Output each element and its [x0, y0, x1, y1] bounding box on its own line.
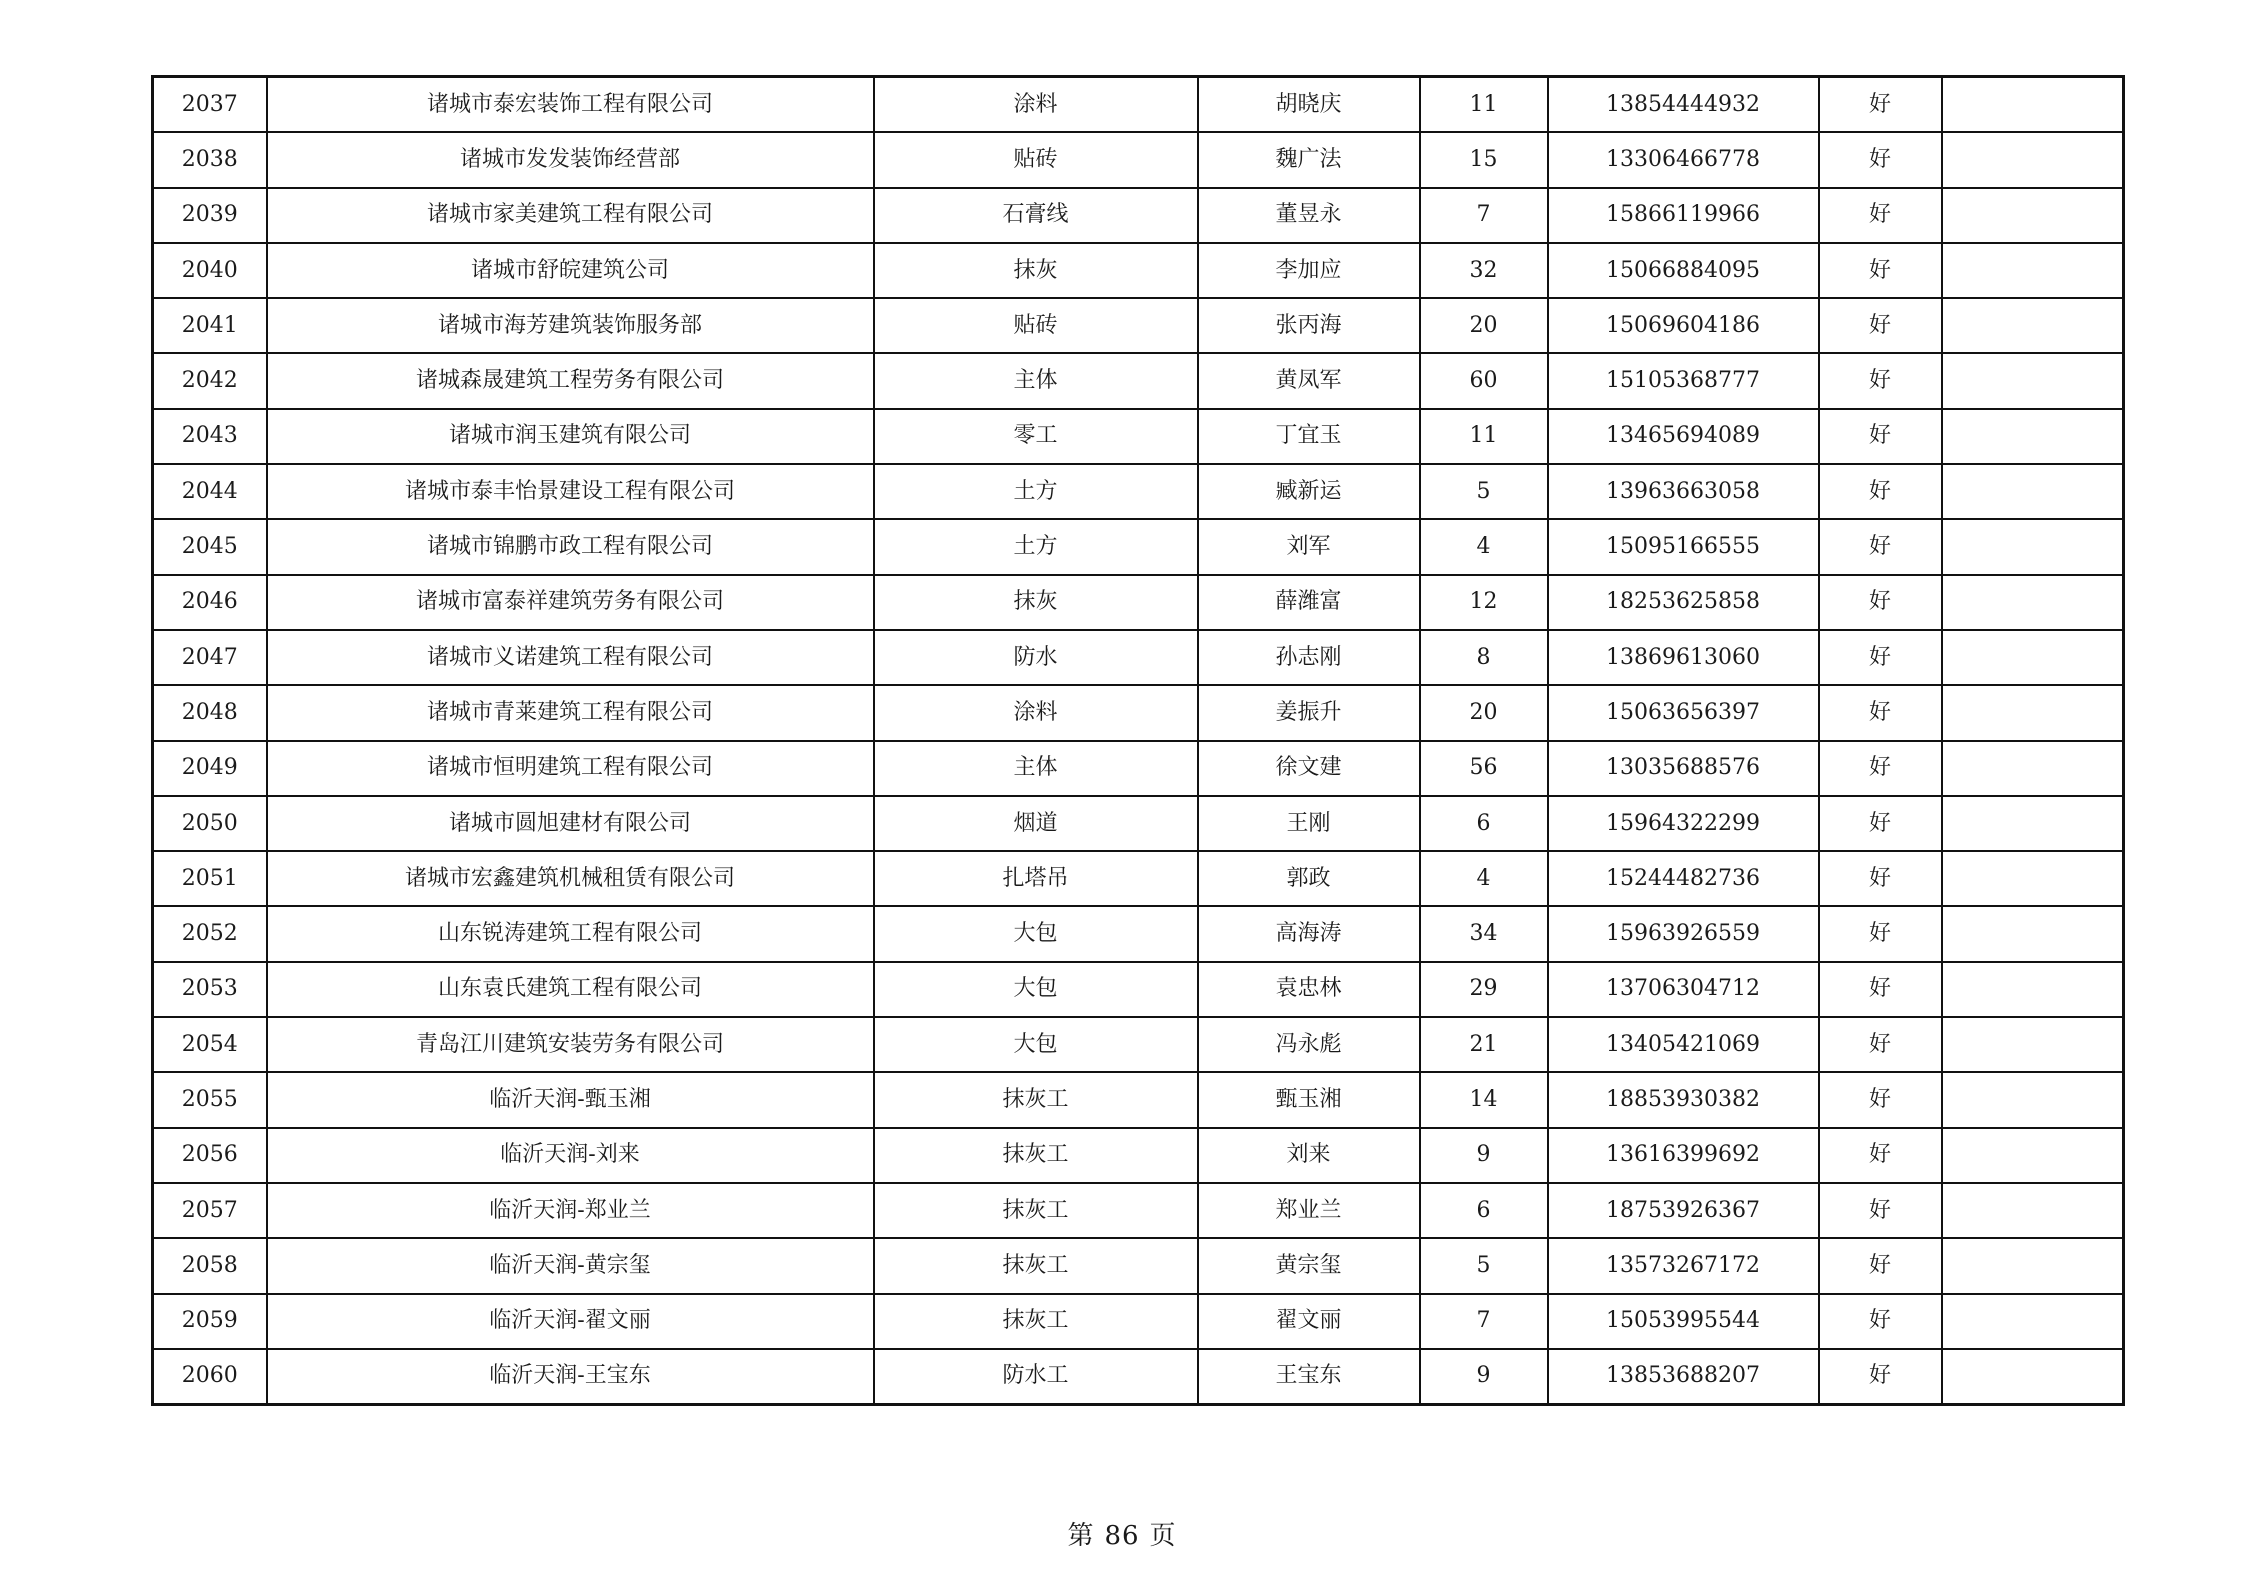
count-cell: 21	[1420, 1017, 1548, 1072]
table-row	[153, 1349, 2124, 1405]
rating-cell: 好	[1819, 243, 1942, 298]
row-number-cell: 2053	[153, 962, 267, 1017]
trade-cell: 抹灰工	[874, 1238, 1198, 1293]
count-cell: 6	[1420, 796, 1548, 851]
contact-cell: 王刚	[1198, 796, 1420, 851]
company-cell: 山东锐涛建筑工程有限公司	[267, 906, 874, 961]
company-cell: 诸城市润玉建筑有限公司	[267, 409, 874, 464]
rating-cell: 好	[1819, 741, 1942, 796]
rating-cell: 好	[1819, 519, 1942, 574]
phone-cell: 13963663058	[1548, 464, 1819, 519]
trade-cell: 扎塔吊	[874, 851, 1198, 906]
trade-cell: 主体	[874, 741, 1198, 796]
rating-cell: 好	[1819, 409, 1942, 464]
table-row	[153, 77, 2124, 133]
trade-cell: 抹灰工	[874, 1294, 1198, 1349]
remark-cell	[1942, 77, 2124, 133]
company-cell: 诸城市舒皖建筑公司	[267, 243, 874, 298]
table-row	[153, 796, 2124, 851]
row-number-cell: 2056	[153, 1128, 267, 1183]
row-number-cell: 2044	[153, 464, 267, 519]
table-body	[153, 77, 2124, 1405]
company-cell: 临沂天润-王宝东	[267, 1349, 874, 1405]
phone-cell: 15053995544	[1548, 1294, 1819, 1349]
remark-cell	[1942, 409, 2124, 464]
trade-cell: 大包	[874, 1017, 1198, 1072]
company-cell: 临沂天润-刘来	[267, 1128, 874, 1183]
count-cell: 32	[1420, 243, 1548, 298]
trade-cell: 抹灰工	[874, 1183, 1198, 1238]
rating-cell: 好	[1819, 464, 1942, 519]
count-cell: 56	[1420, 741, 1548, 796]
count-cell: 7	[1420, 188, 1548, 243]
row-number-cell: 2054	[153, 1017, 267, 1072]
company-cell: 诸城市青莱建筑工程有限公司	[267, 685, 874, 740]
phone-cell: 18753926367	[1548, 1183, 1819, 1238]
phone-cell: 15069604186	[1548, 298, 1819, 353]
page-suffix: 页	[1149, 1521, 1177, 1551]
contact-cell: 姜振升	[1198, 685, 1420, 740]
trade-cell: 贴砖	[874, 298, 1198, 353]
remark-cell	[1942, 298, 2124, 353]
trade-cell: 大包	[874, 906, 1198, 961]
row-number-cell: 2043	[153, 409, 267, 464]
trade-cell: 烟道	[874, 796, 1198, 851]
company-cell: 山东袁氏建筑工程有限公司	[267, 962, 874, 1017]
rating-cell: 好	[1819, 796, 1942, 851]
remark-cell	[1942, 1238, 2124, 1293]
phone-cell: 13465694089	[1548, 409, 1819, 464]
trade-cell: 防水工	[874, 1349, 1198, 1405]
remark-cell	[1942, 962, 2124, 1017]
count-cell: 4	[1420, 851, 1548, 906]
phone-cell: 13306466778	[1548, 132, 1819, 187]
phone-cell: 18253625858	[1548, 575, 1819, 630]
contact-cell: 魏广法	[1198, 132, 1420, 187]
phone-cell: 15066884095	[1548, 243, 1819, 298]
row-number-cell: 2045	[153, 519, 267, 574]
table-row	[153, 851, 2124, 906]
count-cell: 29	[1420, 962, 1548, 1017]
contact-cell: 臧新运	[1198, 464, 1420, 519]
remark-cell	[1942, 353, 2124, 408]
rating-cell: 好	[1819, 851, 1942, 906]
rating-cell: 好	[1819, 77, 1942, 133]
table-row	[153, 1183, 2124, 1238]
contact-cell: 郭政	[1198, 851, 1420, 906]
remark-cell	[1942, 1294, 2124, 1349]
remark-cell	[1942, 519, 2124, 574]
remark-cell	[1942, 575, 2124, 630]
company-cell: 诸城市泰丰怡景建设工程有限公司	[267, 464, 874, 519]
contact-cell: 张丙海	[1198, 298, 1420, 353]
phone-cell: 13405421069	[1548, 1017, 1819, 1072]
trade-cell: 抹灰	[874, 575, 1198, 630]
remark-cell	[1942, 243, 2124, 298]
row-number-cell: 2057	[153, 1183, 267, 1238]
rating-cell: 好	[1819, 962, 1942, 1017]
rating-cell: 好	[1819, 1238, 1942, 1293]
trade-cell: 涂料	[874, 77, 1198, 133]
row-number-cell: 2060	[153, 1349, 267, 1405]
company-cell: 诸城市圆旭建材有限公司	[267, 796, 874, 851]
table-row	[153, 132, 2124, 187]
table-row	[153, 575, 2124, 630]
row-number-cell: 2047	[153, 630, 267, 685]
contact-cell: 薛潍富	[1198, 575, 1420, 630]
rating-cell: 好	[1819, 685, 1942, 740]
count-cell: 5	[1420, 1238, 1548, 1293]
table-row	[153, 1072, 2124, 1127]
phone-cell: 13706304712	[1548, 962, 1819, 1017]
company-cell: 诸城市发发装饰经营部	[267, 132, 874, 187]
rating-cell: 好	[1819, 1294, 1942, 1349]
contractor-table	[151, 75, 2125, 1406]
contact-cell: 翟文丽	[1198, 1294, 1420, 1349]
rating-cell: 好	[1819, 1072, 1942, 1127]
row-number-cell: 2055	[153, 1072, 267, 1127]
company-cell: 青岛江川建筑安装劳务有限公司	[267, 1017, 874, 1072]
contact-cell: 冯永彪	[1198, 1017, 1420, 1072]
trade-cell: 防水	[874, 630, 1198, 685]
remark-cell	[1942, 1017, 2124, 1072]
table-row	[153, 1294, 2124, 1349]
remark-cell	[1942, 1128, 2124, 1183]
row-number-cell: 2046	[153, 575, 267, 630]
count-cell: 11	[1420, 77, 1548, 133]
rating-cell: 好	[1819, 1128, 1942, 1183]
remark-cell	[1942, 1349, 2124, 1405]
company-cell: 诸城市泰宏装饰工程有限公司	[267, 77, 874, 133]
phone-cell: 13035688576	[1548, 741, 1819, 796]
row-number-cell: 2051	[153, 851, 267, 906]
trade-cell: 涂料	[874, 685, 1198, 740]
contact-cell: 胡晓庆	[1198, 77, 1420, 133]
count-cell: 20	[1420, 685, 1548, 740]
contact-cell: 孙志刚	[1198, 630, 1420, 685]
rating-cell: 好	[1819, 906, 1942, 961]
table-row	[153, 519, 2124, 574]
contact-cell: 刘来	[1198, 1128, 1420, 1183]
trade-cell: 土方	[874, 464, 1198, 519]
phone-cell: 13853688207	[1548, 1349, 1819, 1405]
phone-cell: 13854444932	[1548, 77, 1819, 133]
row-number-cell: 2048	[153, 685, 267, 740]
count-cell: 6	[1420, 1183, 1548, 1238]
remark-cell	[1942, 1183, 2124, 1238]
trade-cell: 抹灰	[874, 243, 1198, 298]
count-cell: 9	[1420, 1349, 1548, 1405]
page-footer	[0, 1515, 2244, 1552]
trade-cell: 贴砖	[874, 132, 1198, 187]
remark-cell	[1942, 906, 2124, 961]
rating-cell: 好	[1819, 1017, 1942, 1072]
phone-cell: 15963926559	[1548, 906, 1819, 961]
company-cell: 诸城市义诺建筑工程有限公司	[267, 630, 874, 685]
phone-cell: 15866119966	[1548, 188, 1819, 243]
count-cell: 60	[1420, 353, 1548, 408]
count-cell: 7	[1420, 1294, 1548, 1349]
count-cell: 11	[1420, 409, 1548, 464]
row-number-cell: 2040	[153, 243, 267, 298]
phone-cell: 15063656397	[1548, 685, 1819, 740]
row-number-cell: 2042	[153, 353, 267, 408]
phone-cell: 13616399692	[1548, 1128, 1819, 1183]
contact-cell: 王宝东	[1198, 1349, 1420, 1405]
phone-cell: 13869613060	[1548, 630, 1819, 685]
count-cell: 8	[1420, 630, 1548, 685]
table-row	[153, 298, 2124, 353]
table-row	[153, 188, 2124, 243]
row-number-cell: 2052	[153, 906, 267, 961]
remark-cell	[1942, 188, 2124, 243]
contact-cell: 黄凤军	[1198, 353, 1420, 408]
contact-cell: 李加应	[1198, 243, 1420, 298]
table-row	[153, 353, 2124, 408]
contact-cell: 袁忠林	[1198, 962, 1420, 1017]
rating-cell: 好	[1819, 188, 1942, 243]
trade-cell: 大包	[874, 962, 1198, 1017]
phone-cell: 15244482736	[1548, 851, 1819, 906]
company-cell: 临沂天润-甄玉湘	[267, 1072, 874, 1127]
trade-cell: 零工	[874, 409, 1198, 464]
count-cell: 12	[1420, 575, 1548, 630]
rating-cell: 好	[1819, 132, 1942, 187]
company-cell: 诸城市宏鑫建筑机械租赁有限公司	[267, 851, 874, 906]
remark-cell	[1942, 1072, 2124, 1127]
phone-cell: 15105368777	[1548, 353, 1819, 408]
trade-cell: 主体	[874, 353, 1198, 408]
contact-cell: 徐文建	[1198, 741, 1420, 796]
table-row	[153, 906, 2124, 961]
row-number-cell: 2058	[153, 1238, 267, 1293]
trade-cell: 石膏线	[874, 188, 1198, 243]
rating-cell: 好	[1819, 1183, 1942, 1238]
row-number-cell: 2041	[153, 298, 267, 353]
company-cell: 诸城市恒明建筑工程有限公司	[267, 741, 874, 796]
remark-cell	[1942, 796, 2124, 851]
company-cell: 诸城市锦鹏市政工程有限公司	[267, 519, 874, 574]
contact-cell: 丁宜玉	[1198, 409, 1420, 464]
table-row	[153, 464, 2124, 519]
remark-cell	[1942, 132, 2124, 187]
count-cell: 14	[1420, 1072, 1548, 1127]
contact-cell: 刘军	[1198, 519, 1420, 574]
row-number-cell: 2059	[153, 1294, 267, 1349]
trade-cell: 抹灰工	[874, 1128, 1198, 1183]
rating-cell: 好	[1819, 1349, 1942, 1405]
company-cell: 临沂天润-翟文丽	[267, 1294, 874, 1349]
rating-cell: 好	[1819, 298, 1942, 353]
table-row	[153, 409, 2124, 464]
table-row	[153, 962, 2124, 1017]
trade-cell: 抹灰工	[874, 1072, 1198, 1127]
company-cell: 诸城市海芳建筑装饰服务部	[267, 298, 874, 353]
count-cell: 5	[1420, 464, 1548, 519]
row-number-cell: 2049	[153, 741, 267, 796]
remark-cell	[1942, 630, 2124, 685]
rating-cell: 好	[1819, 575, 1942, 630]
remark-cell	[1942, 464, 2124, 519]
contact-cell: 黄宗玺	[1198, 1238, 1420, 1293]
company-cell: 临沂天润-黄宗玺	[267, 1238, 874, 1293]
count-cell: 9	[1420, 1128, 1548, 1183]
table-row	[153, 630, 2124, 685]
phone-cell: 15095166555	[1548, 519, 1819, 574]
row-number-cell: 2039	[153, 188, 267, 243]
page-prefix: 第	[1067, 1521, 1095, 1551]
contact-cell: 郑业兰	[1198, 1183, 1420, 1238]
page-number: 86	[1104, 1521, 1140, 1551]
count-cell: 4	[1420, 519, 1548, 574]
contact-cell: 董昱永	[1198, 188, 1420, 243]
table-row	[153, 243, 2124, 298]
remark-cell	[1942, 685, 2124, 740]
row-number-cell: 2038	[153, 132, 267, 187]
count-cell: 20	[1420, 298, 1548, 353]
phone-cell: 18853930382	[1548, 1072, 1819, 1127]
row-number-cell: 2037	[153, 77, 267, 133]
company-cell: 诸城市家美建筑工程有限公司	[267, 188, 874, 243]
contact-cell: 甄玉湘	[1198, 1072, 1420, 1127]
table-row	[153, 1128, 2124, 1183]
contact-cell: 高海涛	[1198, 906, 1420, 961]
company-cell: 诸城森晟建筑工程劳务有限公司	[267, 353, 874, 408]
table-row	[153, 685, 2124, 740]
table-row	[153, 741, 2124, 796]
table-row	[153, 1017, 2124, 1072]
remark-cell	[1942, 741, 2124, 796]
phone-cell: 15964322299	[1548, 796, 1819, 851]
count-cell: 15	[1420, 132, 1548, 187]
company-cell: 诸城市富泰祥建筑劳务有限公司	[267, 575, 874, 630]
trade-cell: 土方	[874, 519, 1198, 574]
rating-cell: 好	[1819, 353, 1942, 408]
row-number-cell: 2050	[153, 796, 267, 851]
remark-cell	[1942, 851, 2124, 906]
rating-cell: 好	[1819, 630, 1942, 685]
phone-cell: 13573267172	[1548, 1238, 1819, 1293]
count-cell: 34	[1420, 906, 1548, 961]
company-cell: 临沂天润-郑业兰	[267, 1183, 874, 1238]
table-row	[153, 1238, 2124, 1293]
